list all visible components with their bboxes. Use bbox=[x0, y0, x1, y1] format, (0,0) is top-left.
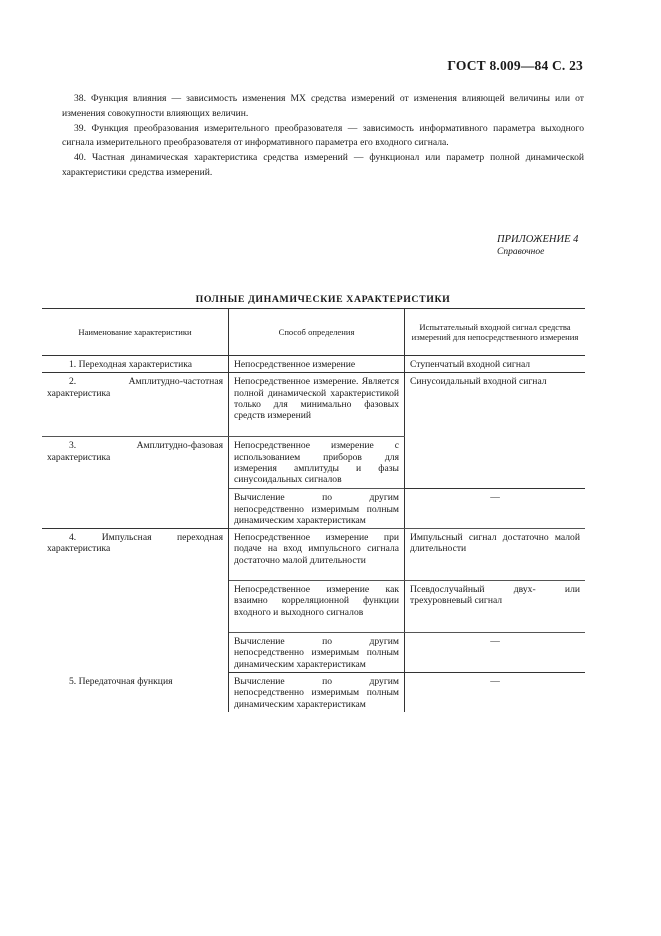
row1-signal: Ступенчатый входной сигнал bbox=[405, 356, 586, 373]
row4-signal-b: Псевдослучайный двух- или трехуровневый сигнал bbox=[405, 581, 586, 633]
appendix-subtitle: Справочное bbox=[497, 247, 545, 257]
table-row bbox=[42, 356, 585, 373]
header-signal: Испытательный входной сигнал средства измерений для непосредственного измерения bbox=[405, 309, 586, 356]
table-row bbox=[42, 373, 585, 437]
row3-signal-b: — bbox=[405, 489, 586, 529]
page-header: ГОСТ 8.009—84 С. 23 bbox=[447, 58, 583, 73]
row4-method-a: Непосредственное измерение при подаче на вход импульсного сигнала достаточно малой длительности bbox=[229, 529, 405, 581]
row1-name: 1. Переходная характеристика bbox=[42, 356, 229, 373]
table-row bbox=[42, 673, 585, 712]
table-header-row bbox=[42, 309, 585, 356]
dynamic-characteristics-table bbox=[42, 308, 585, 712]
definition-39: 39. Функция преобразования измерительного преобразователя — зависимость информативного параметра выходного сигнала измерительного преобразователя от информативного параметра его входного сигнала. bbox=[62, 122, 584, 149]
row3-method-a: Непосредственное измерение с использованием приборов для измерения амплитуды и фазы синусоидальных сигналов bbox=[229, 437, 405, 489]
table-title: ПОЛНЫЕ ДИНАМИЧЕСКИЕ ХАРАКТЕРИСТИКИ bbox=[195, 294, 451, 305]
row4-method-c: Вычисление по другим непосредственно измеримым полным динамическим характеристикам bbox=[229, 633, 405, 673]
row4-signal-a: Импульсный сигнал достаточно малой длительности bbox=[405, 529, 586, 581]
row4-method-b: Непосредственное измерение как взаимно корреляционной функции входного и выходного сигналов bbox=[229, 581, 405, 633]
row2-name: 2. Амплитудно-частотная характеристика bbox=[42, 373, 229, 437]
header-name: Наименование характеристики bbox=[42, 309, 229, 356]
row3-name: 3. Амплитудно-фазовая характеристика bbox=[42, 437, 229, 529]
row5-signal: — bbox=[490, 676, 500, 688]
row2-3-signal: Синусоидальный входной сигнал bbox=[405, 373, 586, 489]
table-row bbox=[42, 529, 585, 581]
row4-signal-c: — bbox=[405, 633, 586, 673]
definition-40: 40. Частная динамическая характеристика средства измерений — функционал или параметр полной динамической характеристики средства измерений. bbox=[62, 152, 584, 178]
row3-method-b: Вычисление по другим непосредственно измеримым полным динамическим характеристикам bbox=[229, 489, 405, 529]
definition-38: 38. Функция влияния — зависимость изменения МХ средства измерений от изменения влияющей величины или от изменения совокупности влияющих величин. bbox=[62, 93, 584, 119]
row1-method: Непосредственное измерение bbox=[229, 356, 405, 373]
row5-method: Вычисление по другим непосредственно измеримым полным динамическим характеристикам bbox=[229, 673, 405, 712]
row2-method: Непосредственное измерение. Является полной динамической характеристикой только для минимально фазовых средств измерений bbox=[229, 373, 405, 437]
row5-name: 5. Передаточная функция bbox=[42, 673, 229, 712]
header-method: Способ определения bbox=[229, 309, 405, 356]
appendix-title: ПРИЛОЖЕНИЕ 4 bbox=[497, 234, 579, 245]
row4-name: 4. Импульсная переходная характеристика bbox=[42, 529, 229, 673]
appendix-label bbox=[497, 233, 578, 259]
definitions-block bbox=[62, 92, 584, 181]
